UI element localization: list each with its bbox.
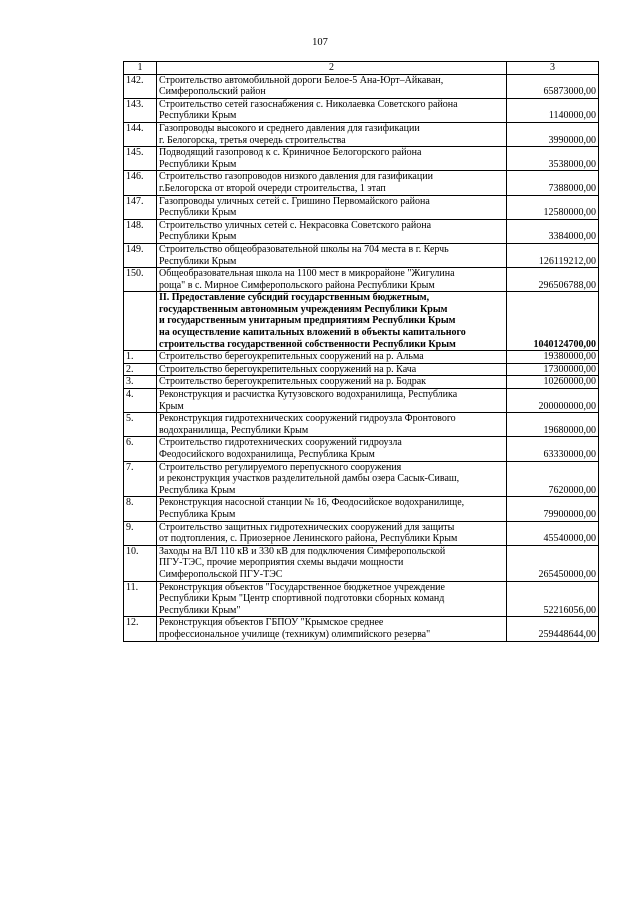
row-amount: 1140000,00 — [507, 98, 599, 122]
row-amount: 10260000,00 — [507, 376, 599, 389]
row-description — [157, 389, 507, 413]
row-description — [157, 617, 507, 641]
description-line: Строительство защитных гидротехнических сооружений для защиты — [159, 521, 455, 533]
row-description — [157, 171, 507, 195]
table-row — [124, 363, 599, 376]
row-number: 143. — [124, 98, 157, 122]
row-number: 4. — [124, 389, 157, 413]
table-row — [124, 545, 599, 581]
row-amount: 3990000,00 — [507, 122, 599, 146]
description-line: Реконструкция насосной станции № 16, Феодосийское водохранилище, — [159, 497, 465, 509]
row-amount: 19680000,00 — [507, 413, 599, 437]
row-description — [157, 195, 507, 219]
description-line: Республики Крым "Центр спортивной подготовки сборных команд — [159, 593, 445, 605]
row-number: 10. — [124, 545, 157, 581]
table-row — [124, 74, 599, 98]
row-number: 148. — [124, 219, 157, 243]
table-row — [124, 389, 599, 413]
row-description — [157, 581, 507, 617]
description-line: Подводящий газопровод к с. Криничное Белогорского района — [159, 147, 422, 159]
row-number: 8. — [124, 497, 157, 521]
header-col-2: 2 — [157, 62, 507, 75]
table-row — [124, 243, 599, 267]
row-amount: 3538000,00 — [507, 147, 599, 171]
description-line: г. Белогорска, третья очередь строительства — [159, 134, 346, 146]
description-line: роща" в с. Мирное Симферопольского района Республики Крым — [159, 279, 435, 291]
row-number: 146. — [124, 171, 157, 195]
row-description — [157, 74, 507, 98]
table-row — [124, 376, 599, 389]
row-number: 149. — [124, 243, 157, 267]
row-number: 7. — [124, 461, 157, 497]
table-row — [124, 171, 599, 195]
description-line: II. Предоставление субсидий государственным бюджетным, — [159, 292, 430, 304]
description-line: Строительство берегоукрепительных сооружений на р. Кача — [159, 363, 417, 375]
description-line: Строительство автомобильной дороги Белое-5 Ана-Юрт–Айкаван, — [159, 74, 444, 86]
table-row — [124, 617, 599, 641]
row-amount: 12580000,00 — [507, 195, 599, 219]
row-description — [157, 292, 507, 351]
description-line: Республика Крым — [159, 484, 236, 496]
row-description — [157, 497, 507, 521]
table-row — [124, 413, 599, 437]
row-number: 12. — [124, 617, 157, 641]
budget-table — [123, 61, 599, 642]
row-description — [157, 351, 507, 364]
header-col-1: 1 — [124, 62, 157, 75]
row-number: 11. — [124, 581, 157, 617]
description-line: Республики Крым" — [159, 604, 241, 616]
row-description — [157, 413, 507, 437]
description-line: Республики Крым — [159, 158, 237, 170]
row-description — [157, 363, 507, 376]
row-amount: 1040124700,00 — [507, 292, 599, 351]
table-row — [124, 497, 599, 521]
row-amount: 126119212,00 — [507, 243, 599, 267]
description-line: Строительство общеобразовательной школы на 704 места в г. Керчь — [159, 243, 449, 255]
description-line: Строительство уличных сетей с. Некрасовка Советского района — [159, 219, 432, 231]
description-line: Симферопольской ПГУ-ТЭС — [159, 568, 283, 580]
description-line: Реконструкция и расчистка Кутузовского водохранилища, Республика — [159, 389, 458, 401]
section-row — [124, 292, 599, 351]
description-line: Реконструкция гидротехнических сооружений гидроузла Фронтового — [159, 413, 456, 425]
description-line: Строительство берегоукрепительных сооружений на р. Альма — [159, 351, 424, 363]
table-row — [124, 122, 599, 146]
row-number: 1. — [124, 351, 157, 364]
row-amount: 65873000,00 — [507, 74, 599, 98]
row-amount: 79900000,00 — [507, 497, 599, 521]
table-row — [124, 351, 599, 364]
description-line: Строительство берегоукрепительных сооружений на р. Бодрак — [159, 376, 427, 388]
description-line: г.Белогорска от второй очереди строительства, 1 этап — [159, 182, 386, 194]
description-line: Строительство сетей газоснабжения с. Николаевка Советского района — [159, 98, 458, 110]
description-line: Газопроводы высокого и среднего давления для газификации — [159, 122, 420, 134]
row-amount: 45540000,00 — [507, 521, 599, 545]
row-amount: 3384000,00 — [507, 219, 599, 243]
row-number: 150. — [124, 268, 157, 292]
description-line: Строительство гидротехнических сооружений гидроузла — [159, 437, 402, 449]
page-number: 107 — [312, 37, 328, 48]
row-amount: 17300000,00 — [507, 363, 599, 376]
description-line: Феодосийского водохранилища, Республика Крым — [159, 449, 375, 460]
row-description — [157, 122, 507, 146]
row-number: 2. — [124, 363, 157, 376]
row-description — [157, 545, 507, 581]
table-row — [124, 98, 599, 122]
table-row — [124, 219, 599, 243]
description-line: государственным автономным учреждениям Республики Крым — [159, 303, 448, 315]
description-line: Республики Крым — [159, 231, 237, 243]
row-number: 145. — [124, 147, 157, 171]
header-col-3: 3 — [507, 62, 599, 75]
row-description — [157, 521, 507, 545]
row-amount: 63330000,00 — [507, 437, 599, 461]
row-description — [157, 98, 507, 122]
description-line: Заходы на ВЛ 110 кВ и 330 кВ для подключения Симферопольской — [159, 545, 446, 557]
description-line: Крым — [159, 400, 184, 412]
row-description — [157, 147, 507, 171]
row-amount: 52216056,00 — [507, 581, 599, 617]
description-line: Симферопольский район — [159, 86, 266, 98]
row-amount: 200000000,00 — [507, 389, 599, 413]
description-line: Республики Крым — [159, 207, 237, 219]
table-row — [124, 147, 599, 171]
description-line: от подтопления, с. Приозерное Ленинского района, Республики Крым — [159, 533, 458, 545]
row-description — [157, 376, 507, 389]
row-amount: 259448644,00 — [507, 617, 599, 641]
row-number: 144. — [124, 122, 157, 146]
row-description — [157, 243, 507, 267]
row-number: 142. — [124, 74, 157, 98]
description-line: Строительство газопроводов низкого давления для газификации — [159, 171, 433, 183]
description-line: профессиональное училище (техникум) олимпийского резерва" — [159, 628, 431, 640]
description-line: Реконструкция объектов "Государственное бюджетное учреждение — [159, 581, 445, 593]
description-line: и реконструкция участков разделительной дамбы озера Сасык-Сиваш, — [159, 473, 460, 485]
description-line: Строительство регулируемого перепускного сооружения — [159, 461, 402, 473]
row-number: 6. — [124, 437, 157, 461]
description-line: Республики Крым — [159, 110, 237, 122]
description-line: и государственным унитарным предприятиям Республики Крым — [159, 315, 456, 327]
description-line: ПГУ-ТЭС, прочие мероприятия схемы выдачи мощности — [159, 557, 404, 569]
description-line: Республики Крым — [159, 255, 237, 267]
row-number: 147. — [124, 195, 157, 219]
row-description — [157, 437, 507, 461]
table-row — [124, 268, 599, 292]
table-row — [124, 581, 599, 617]
row-amount: 296506788,00 — [507, 268, 599, 292]
row-number: 9. — [124, 521, 157, 545]
description-line: Реконструкция объектов ГБПОУ "Крымское среднее — [159, 617, 384, 629]
row-amount: 7388000,00 — [507, 171, 599, 195]
description-line: на осуществление капитальных вложений в объекты капитального — [159, 327, 466, 339]
row-description — [157, 461, 507, 497]
table-row — [124, 195, 599, 219]
table-row — [124, 437, 599, 461]
row-number: 3. — [124, 376, 157, 389]
description-line: Газопроводы уличных сетей с. Гришино Первомайского района — [159, 195, 430, 207]
table-row — [124, 461, 599, 497]
description-line: Республика Крым — [159, 508, 236, 520]
description-line: водохранилища, Республики Крым — [159, 424, 309, 436]
row-amount: 265450000,00 — [507, 545, 599, 581]
row-description — [157, 219, 507, 243]
row-number: 5. — [124, 413, 157, 437]
row-description — [157, 268, 507, 292]
table-row — [124, 521, 599, 545]
description-line: Общеобразовательная школа на 1100 мест в микрорайоне "Жигулина — [159, 268, 455, 280]
row-number — [124, 292, 157, 351]
description-line: строительства государственной собственности Республики Крым — [159, 338, 456, 350]
row-amount: 19380000,00 — [507, 351, 599, 364]
row-amount: 7620000,00 — [507, 461, 599, 497]
table-header-row — [124, 62, 599, 75]
